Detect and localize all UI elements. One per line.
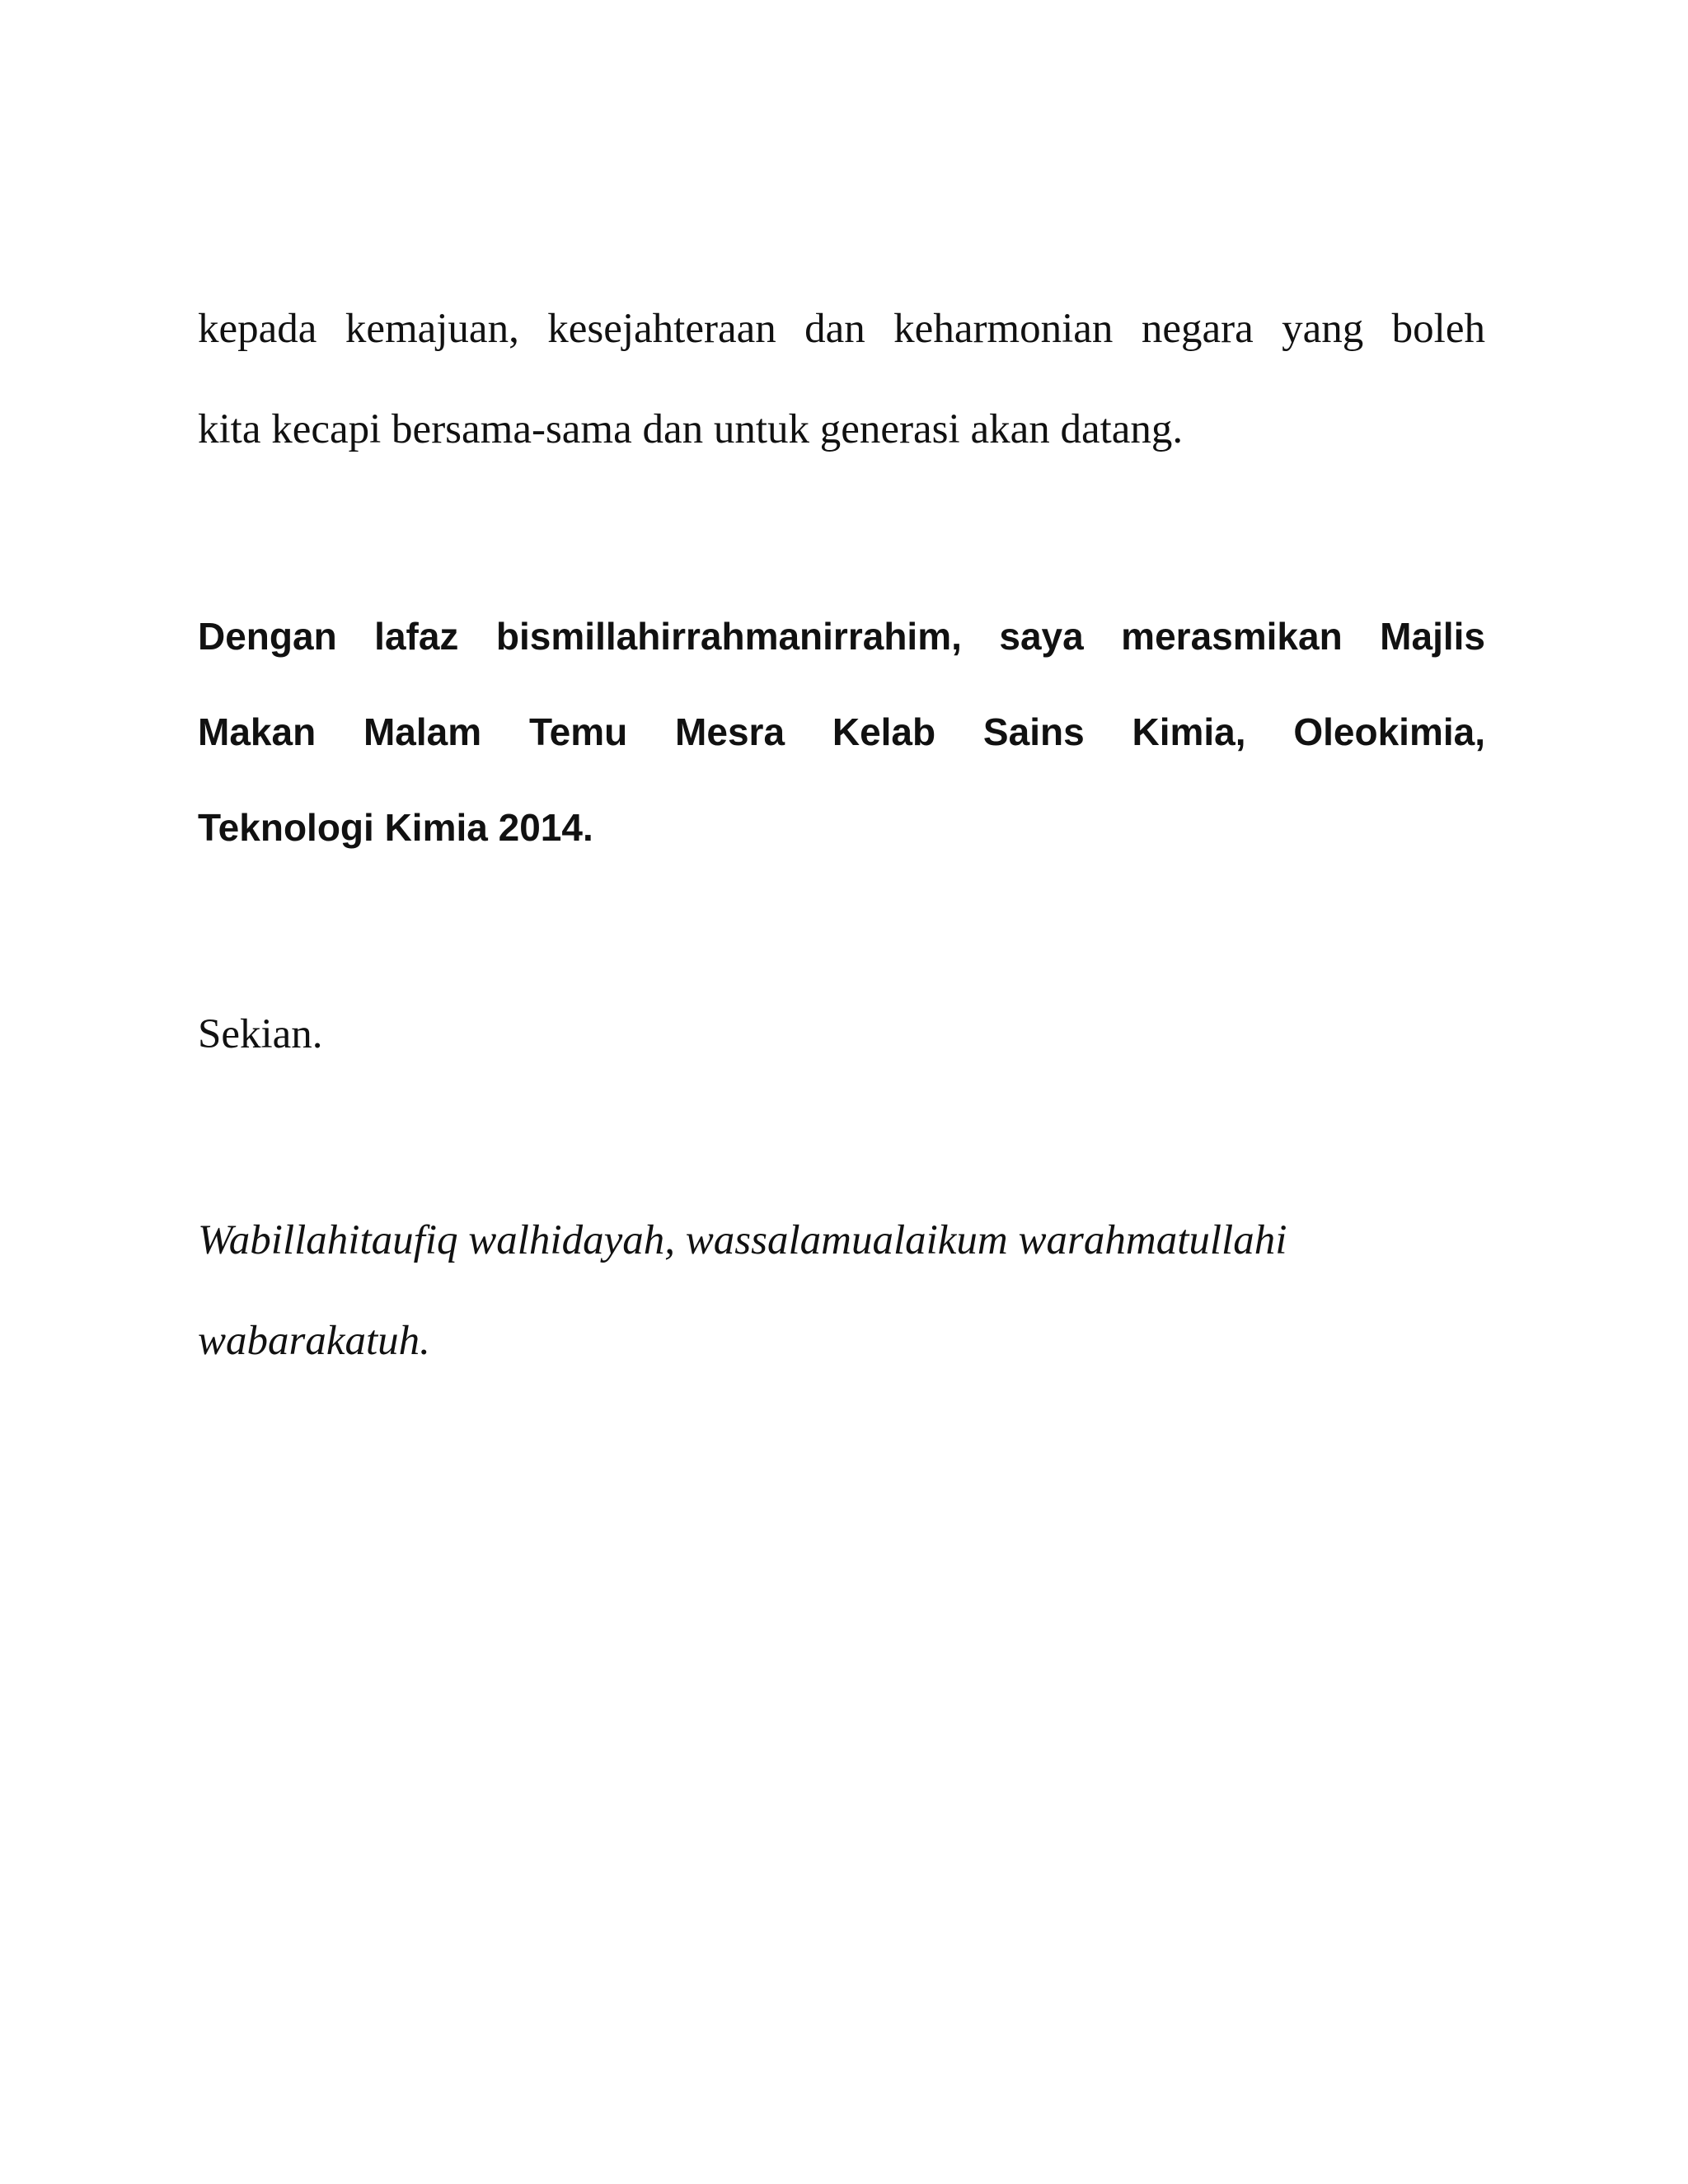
closing-paragraph-line-2: kita kecapi bersama-sama dan untuk generasi akan datang. [198, 406, 1184, 452]
closing-salutation [198, 1190, 1485, 1391]
sekian-text: Sekian. [198, 1011, 323, 1057]
opening-declaration-line-1: Dengan lafaz bismillahirrahmanirrahim, saya merasmikan Majlis [198, 615, 1485, 658]
paragraph-spacer [198, 1085, 1485, 1190]
opening-declaration-line-3: Teknologi Kimia 2014. [198, 806, 593, 849]
closing-paragraph-line-1: kepada kemajuan, kesejahteraan dan keharmonian negara yang boleh [198, 306, 1485, 352]
closing-salutation-line-2: wabarakatuh. [198, 1318, 430, 1364]
closing-salutation-line-1: Wabillahitaufiq walhidayah, wassalamualaikum warahmatullahi [198, 1217, 1287, 1263]
closing-paragraph [198, 279, 1485, 480]
paragraph-spacer [198, 480, 1485, 588]
paragraph-spacer [198, 875, 1485, 984]
opening-declaration-line-2: Makan Malam Temu Mesra Kelab Sains Kimia, Oleokimia, [198, 710, 1485, 753]
document-content [198, 279, 1485, 1391]
opening-declaration [198, 588, 1485, 875]
sekian-line [198, 984, 1485, 1085]
